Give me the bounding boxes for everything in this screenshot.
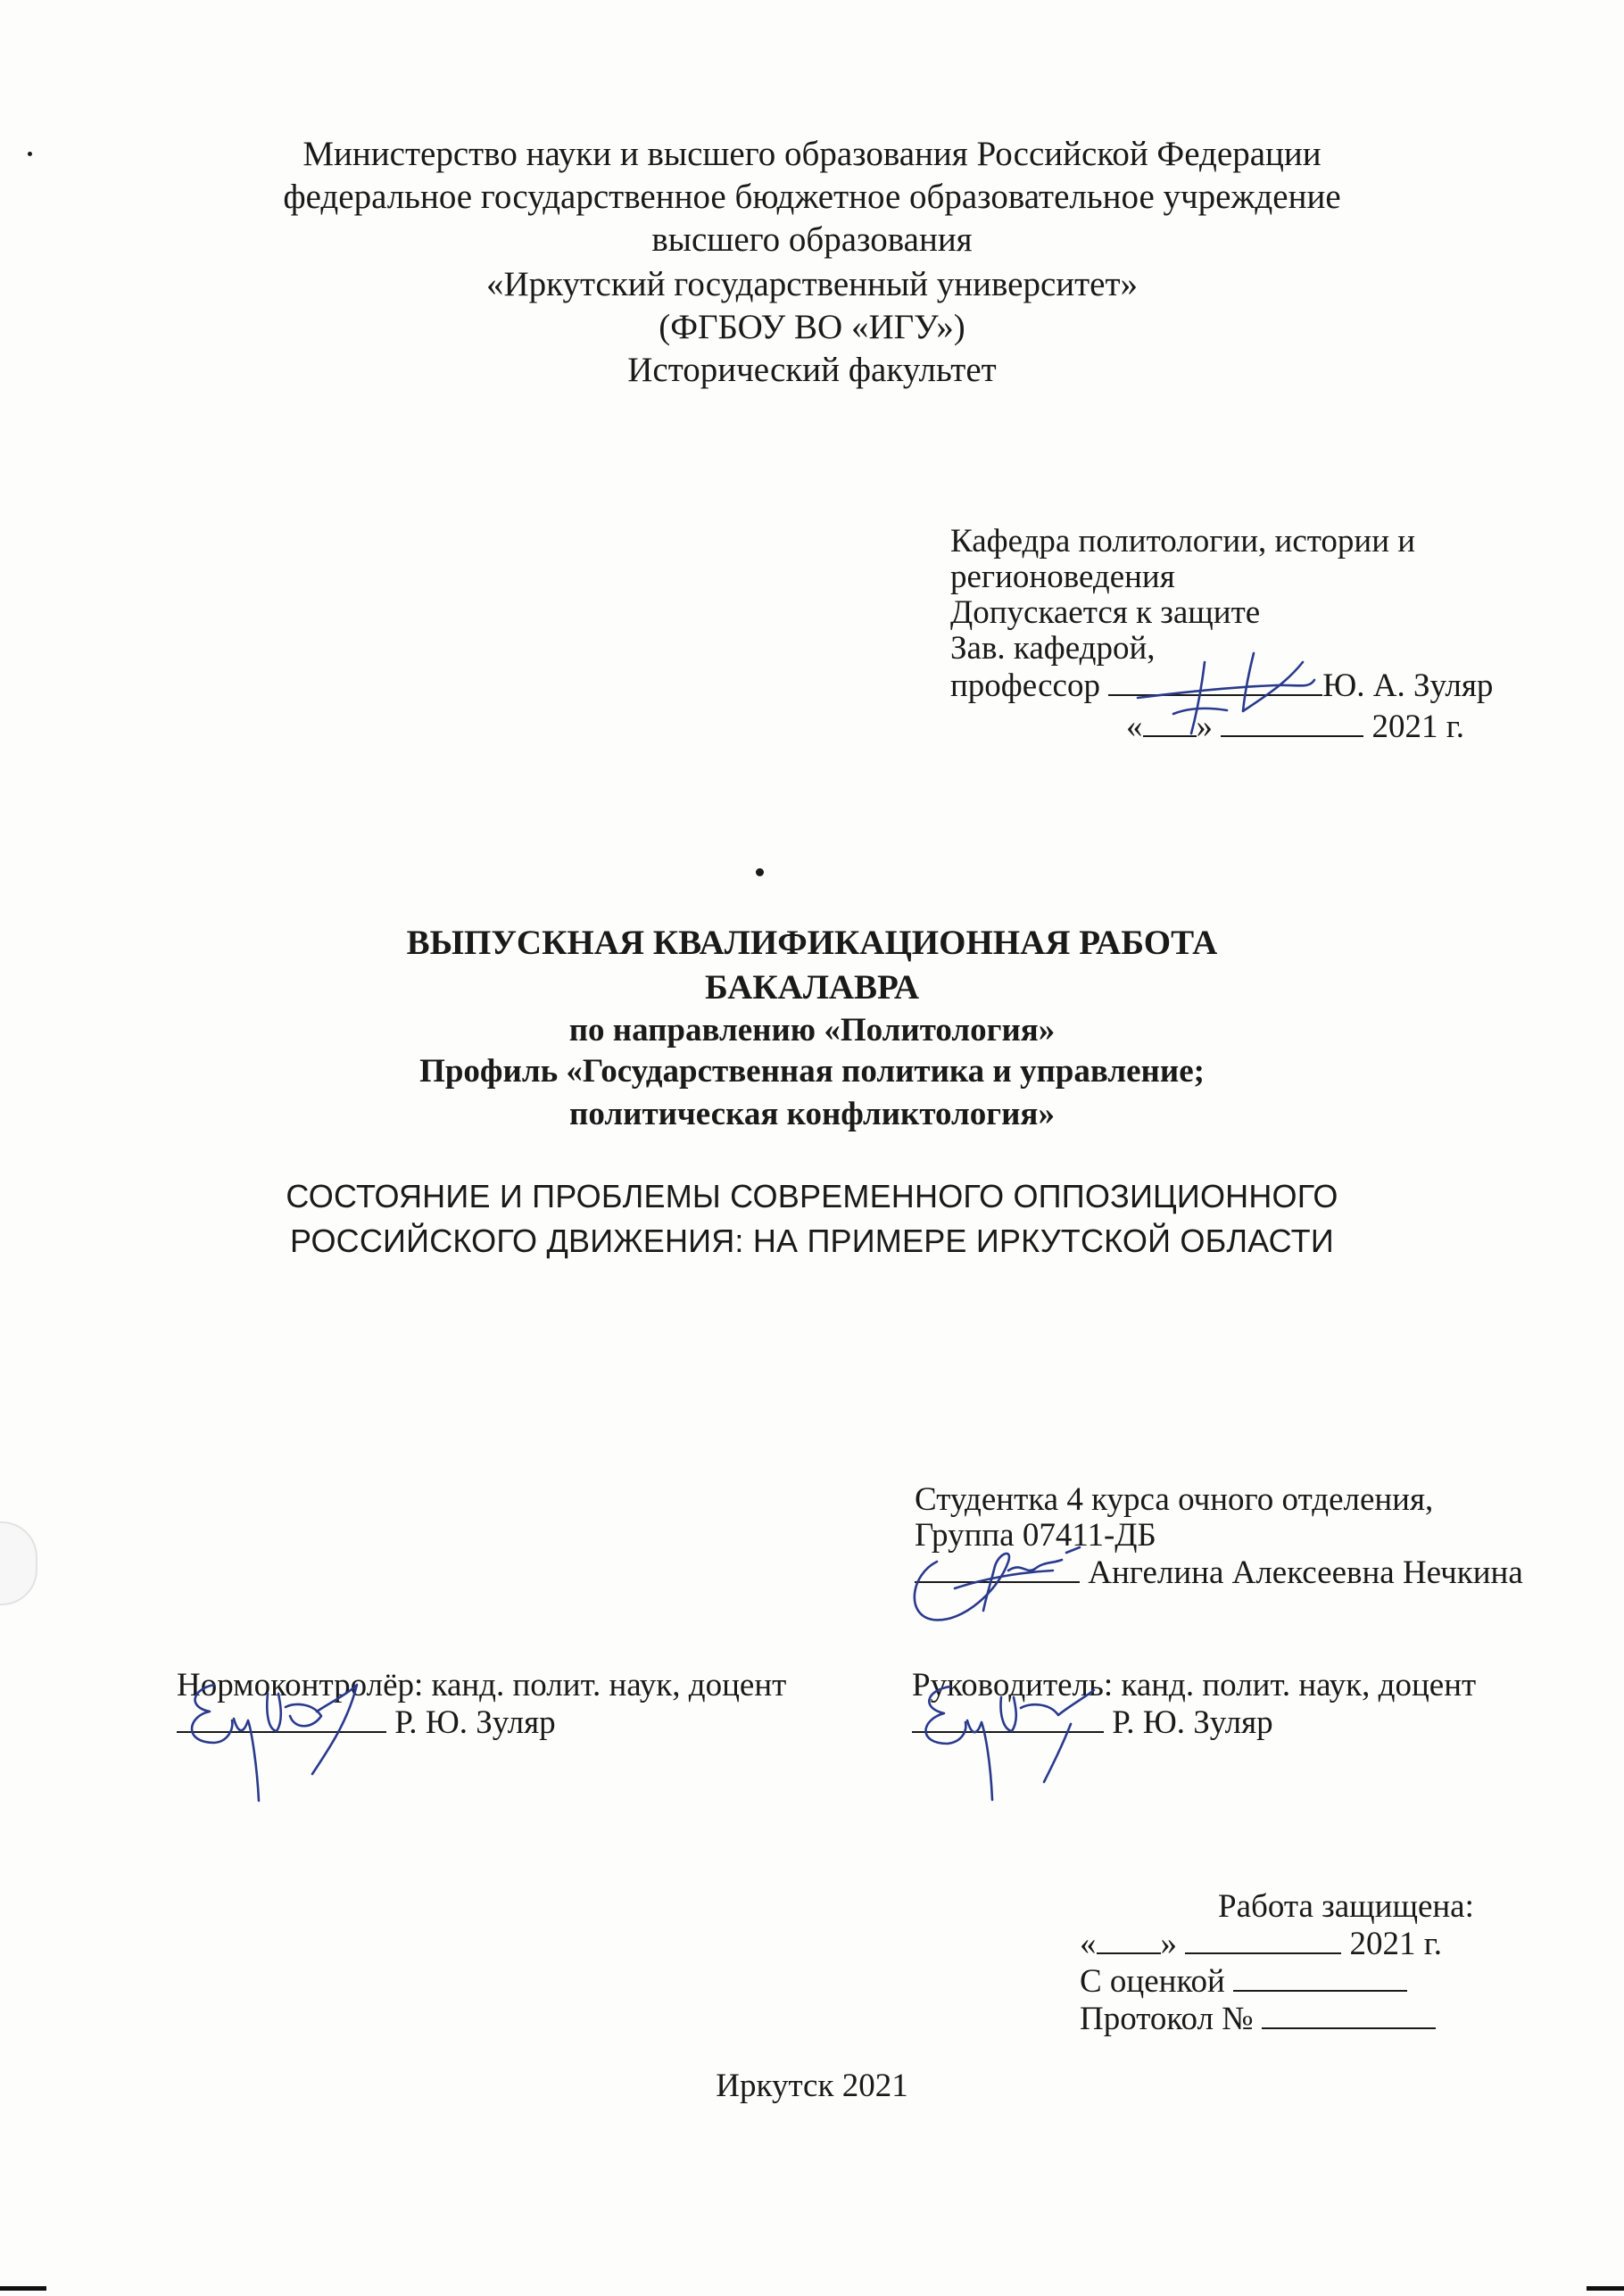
head-signature-line (950, 666, 1493, 707)
faculty-name: Исторический факультет (627, 351, 997, 389)
student-group: Группа 07411-ДБ (915, 1517, 1156, 1554)
position-label: профессор (950, 667, 1100, 704)
protocol-label: Протокол № (1080, 2001, 1254, 2037)
approval-date-line (1126, 707, 1464, 748)
defense-protected-label: Работа защищена: (1218, 1888, 1474, 1925)
department-line-2: регионоведения (950, 559, 1175, 595)
protocol-line (1080, 1999, 1436, 2040)
admitted-label: Допускается к защите (950, 594, 1261, 631)
normcontrol-name: Р. Ю. Зуляр (394, 1704, 556, 1741)
defense-date-close-quote: » (1160, 1926, 1177, 1962)
punch-hole-mark (0, 1521, 37, 1605)
scan-edge-right (1587, 2286, 1624, 2291)
normcontrol-signature-line (177, 1703, 556, 1744)
work-type-line-2: БАКАЛАВРА (704, 968, 920, 1007)
city-year: Иркутск 2021 (716, 2068, 908, 2104)
defense-year: 2021 г. (1349, 1926, 1443, 1962)
topic-line-2: РОССИЙСКОГО ДВИЖЕНИЯ: НА ПРИМЕРЕ ИРКУТСКОЙ ОБЛАСТИ (290, 1223, 1334, 1259)
supervisor-name: Р. Ю. Зуляр (1112, 1704, 1273, 1741)
university-abbreviation: (ФГБОУ ВО «ИГУ») (659, 308, 965, 346)
date-close-quote: » (1196, 709, 1213, 745)
student-signature-blank (915, 1554, 1080, 1583)
signature-blank (1108, 667, 1322, 696)
topic-line-1: СОСТОЯНИЕ И ПРОБЛЕМЫ СОВРЕМЕННОГО ОППОЗИЦИОННОГО (286, 1178, 1338, 1214)
grade-label: С оценкой (1080, 1963, 1225, 2000)
university-name: «Иркутский государственный университет» (485, 265, 1139, 303)
work-type-line-1: ВЫПУСКНАЯ КВАЛИФИКАЦИОННАЯ РАБОТА (406, 924, 1218, 962)
grade-line (1080, 1961, 1407, 2002)
center-dot (756, 868, 764, 876)
defense-date-line (1080, 1924, 1442, 1965)
institution-type-line: федеральное государственное бюджетное образовательное учреждение (283, 178, 1341, 216)
normcontrol-signature-blank (177, 1704, 386, 1733)
defense-month-blank (1185, 1926, 1341, 1954)
supervisor-signature-line (912, 1703, 1273, 1744)
defense-day-blank (1097, 1926, 1161, 1954)
protocol-blank (1262, 2001, 1436, 2029)
profile-line-2: политическая конфликтология» (569, 1096, 1055, 1132)
institution-level-line: высшего образования (651, 220, 973, 259)
supervisor-signature-blank (912, 1704, 1104, 1733)
student-name: Ангелина Алексеевна Нечкина (1088, 1554, 1523, 1591)
defense-date-open-quote: « (1080, 1926, 1097, 1962)
head-name: Ю. А. Зуляр (1322, 667, 1494, 704)
student-course: Студентка 4 курса очного отделения, (915, 1481, 1434, 1518)
profile-line-1: Профиль «Государственная политика и управление; (419, 1053, 1205, 1090)
approval-year: 2021 г. (1371, 709, 1465, 745)
normcontrol-label: Нормоконтролёр: канд. полит. наук, доцент (177, 1667, 787, 1703)
month-blank (1221, 709, 1363, 737)
supervisor-label: Руководитель: канд. полит. наук, доцент (912, 1667, 1477, 1703)
grade-blank (1233, 1963, 1407, 1992)
scan-edge-left (0, 2286, 46, 2291)
department-line-1: Кафедра политологии, истории и (950, 523, 1416, 559)
student-signature-line (915, 1553, 1523, 1594)
head-label: Зав. кафедрой, (950, 630, 1156, 667)
date-open-quote: « (1126, 709, 1143, 745)
ministry-line: Министерство науки и высшего образования Российской Федерации (302, 135, 1322, 173)
day-blank (1143, 709, 1197, 737)
direction-line: по направлению «Политология» (568, 1012, 1056, 1049)
